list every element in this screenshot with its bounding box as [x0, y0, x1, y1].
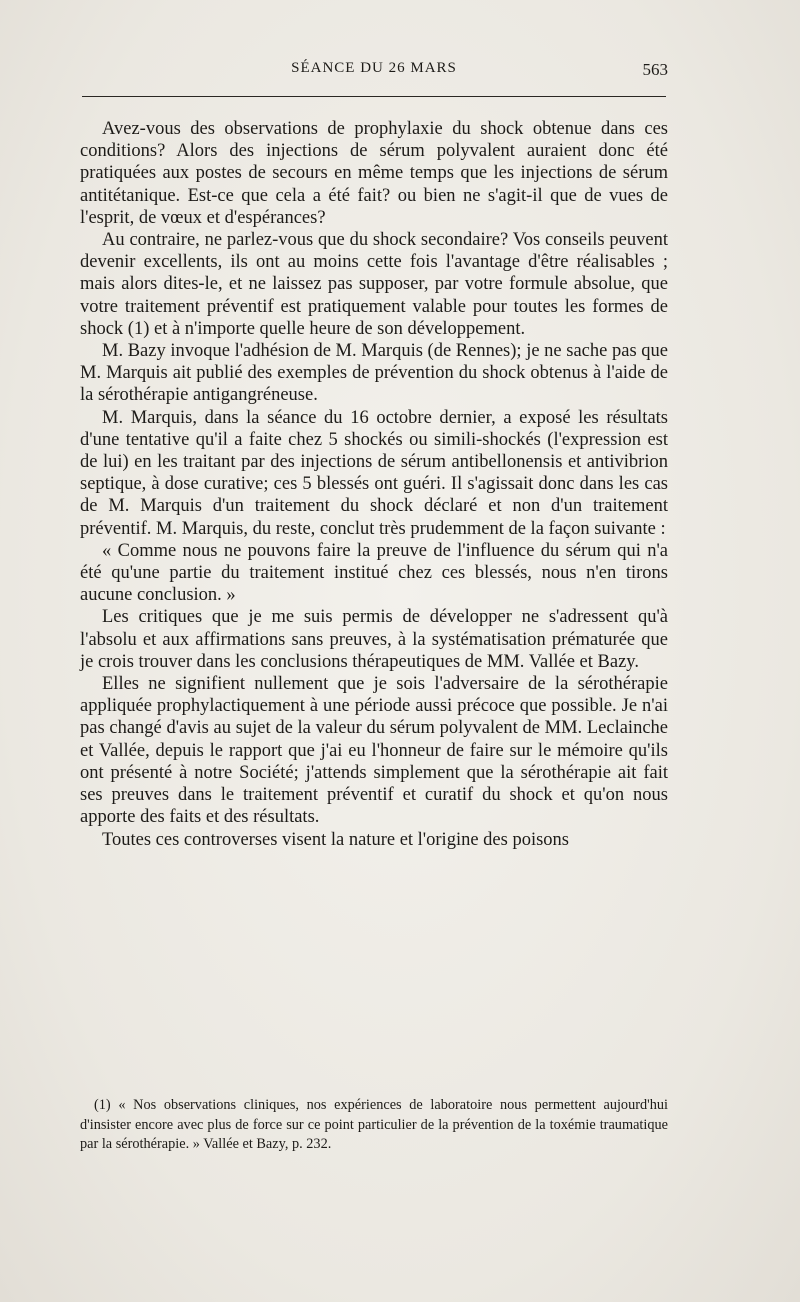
paragraph-2: Au contraire, ne parlez-vous que du shock secondaire? Vos conseils peuvent devenir excellents, ils ont au moins cette fois l'avantage d'être réalisables ; mais alors dites-le, et ne laissez pas supposer, par votre formule absolue, que votre traitement préventif est pratiquement valable pour toutes les formes de shock (1) et à n'importe quelle heure de son développement. — [80, 230, 668, 339]
running-head: SÉANCE DU 26 MARS — [291, 60, 457, 76]
paragraph-3: M. Bazy invoque l'adhésion de M. Marquis (de Rennes); je ne sache pas que M. Marquis ait publié des exemples de prévention du shock obtenus à l'aide de la sérothérapie antigangréneuse. — [80, 341, 668, 406]
page-number: 563 — [642, 60, 668, 79]
paragraph-1: Avez-vous des observations de prophylaxie du shock obtenue dans ces conditions? Alors des injections de sérum polyvalent auraient donc été pratiquées aux postes de secours en même temps que les injections de sérum antitétanique. Est-ce que cela a été fait? ou bien ne s'agit-il que de vues de l'esprit, de vœux et d'espérances? — [80, 119, 668, 228]
paragraph-4: M. Marquis, dans la séance du 16 octobre dernier, a exposé les résultats d'une tentative qu'il a faite chez 5 shockés ou simili-shockés (l'expression est de lui) en les traitant par des injections de sérum antibellonensis et antivibrion septique, à dose curative; ces 5 blessés ont guéri. Il s'agissait donc dans les cas de M. Marquis d'un traitement du shock déclaré et non d'un traitement préventif. M. Marquis, du reste, conclut très prudemment de la façon suivante : — [80, 407, 668, 539]
paragraph-7: Elles ne signifient nullement que je sois l'adversaire de la sérothérapie appliquée prophylactiquement à une période aussi précoce que possible. Je n'ai pas changé d'avis au sujet de la valeur du sérum polyvalent de MM. Leclainche et Vallée, depuis le rapport que j'ai eu l'honneur de faire sur le mémoire qu'ils ont présenté à notre Société; j'attends simplement que la sérothérapie ait fait ses preuves dans le traitement préventif et curatif du shock et qu'on nous apporte des faits et des résultats. — [80, 674, 668, 828]
paragraph-6: Les critiques que je me suis permis de développer ne s'adressent qu'à l'absolu et aux affirmations sans preuves, à la systématisation prématurée que je crois trouver dans les conclusions thérapeutiques de MM. Vallée et Bazy. — [80, 607, 668, 672]
page-header — [80, 60, 668, 86]
footnotes — [80, 1096, 668, 1155]
body-text — [80, 118, 668, 851]
footnote-1: (1) « Nos observations cliniques, nos expériences de laboratoire nous permettent aujourd'hui d'insister encore avec plus de force sur ce point particulier de la prévention de la toxémie traumatique par la sérothérapie. » Vallée et Bazy, p. 232. — [80, 1097, 668, 1152]
header-rule — [82, 96, 666, 97]
paragraph-5-quotation: « Comme nous ne pouvons faire la preuve de l'influence du sérum qui n'a été qu'une partie du traitement institué chez ces blessés, nous n'en tirons aucune conclusion. » — [80, 540, 668, 606]
paragraph-8: Toutes ces controverses visent la nature et l'origine des poisons — [102, 829, 569, 850]
